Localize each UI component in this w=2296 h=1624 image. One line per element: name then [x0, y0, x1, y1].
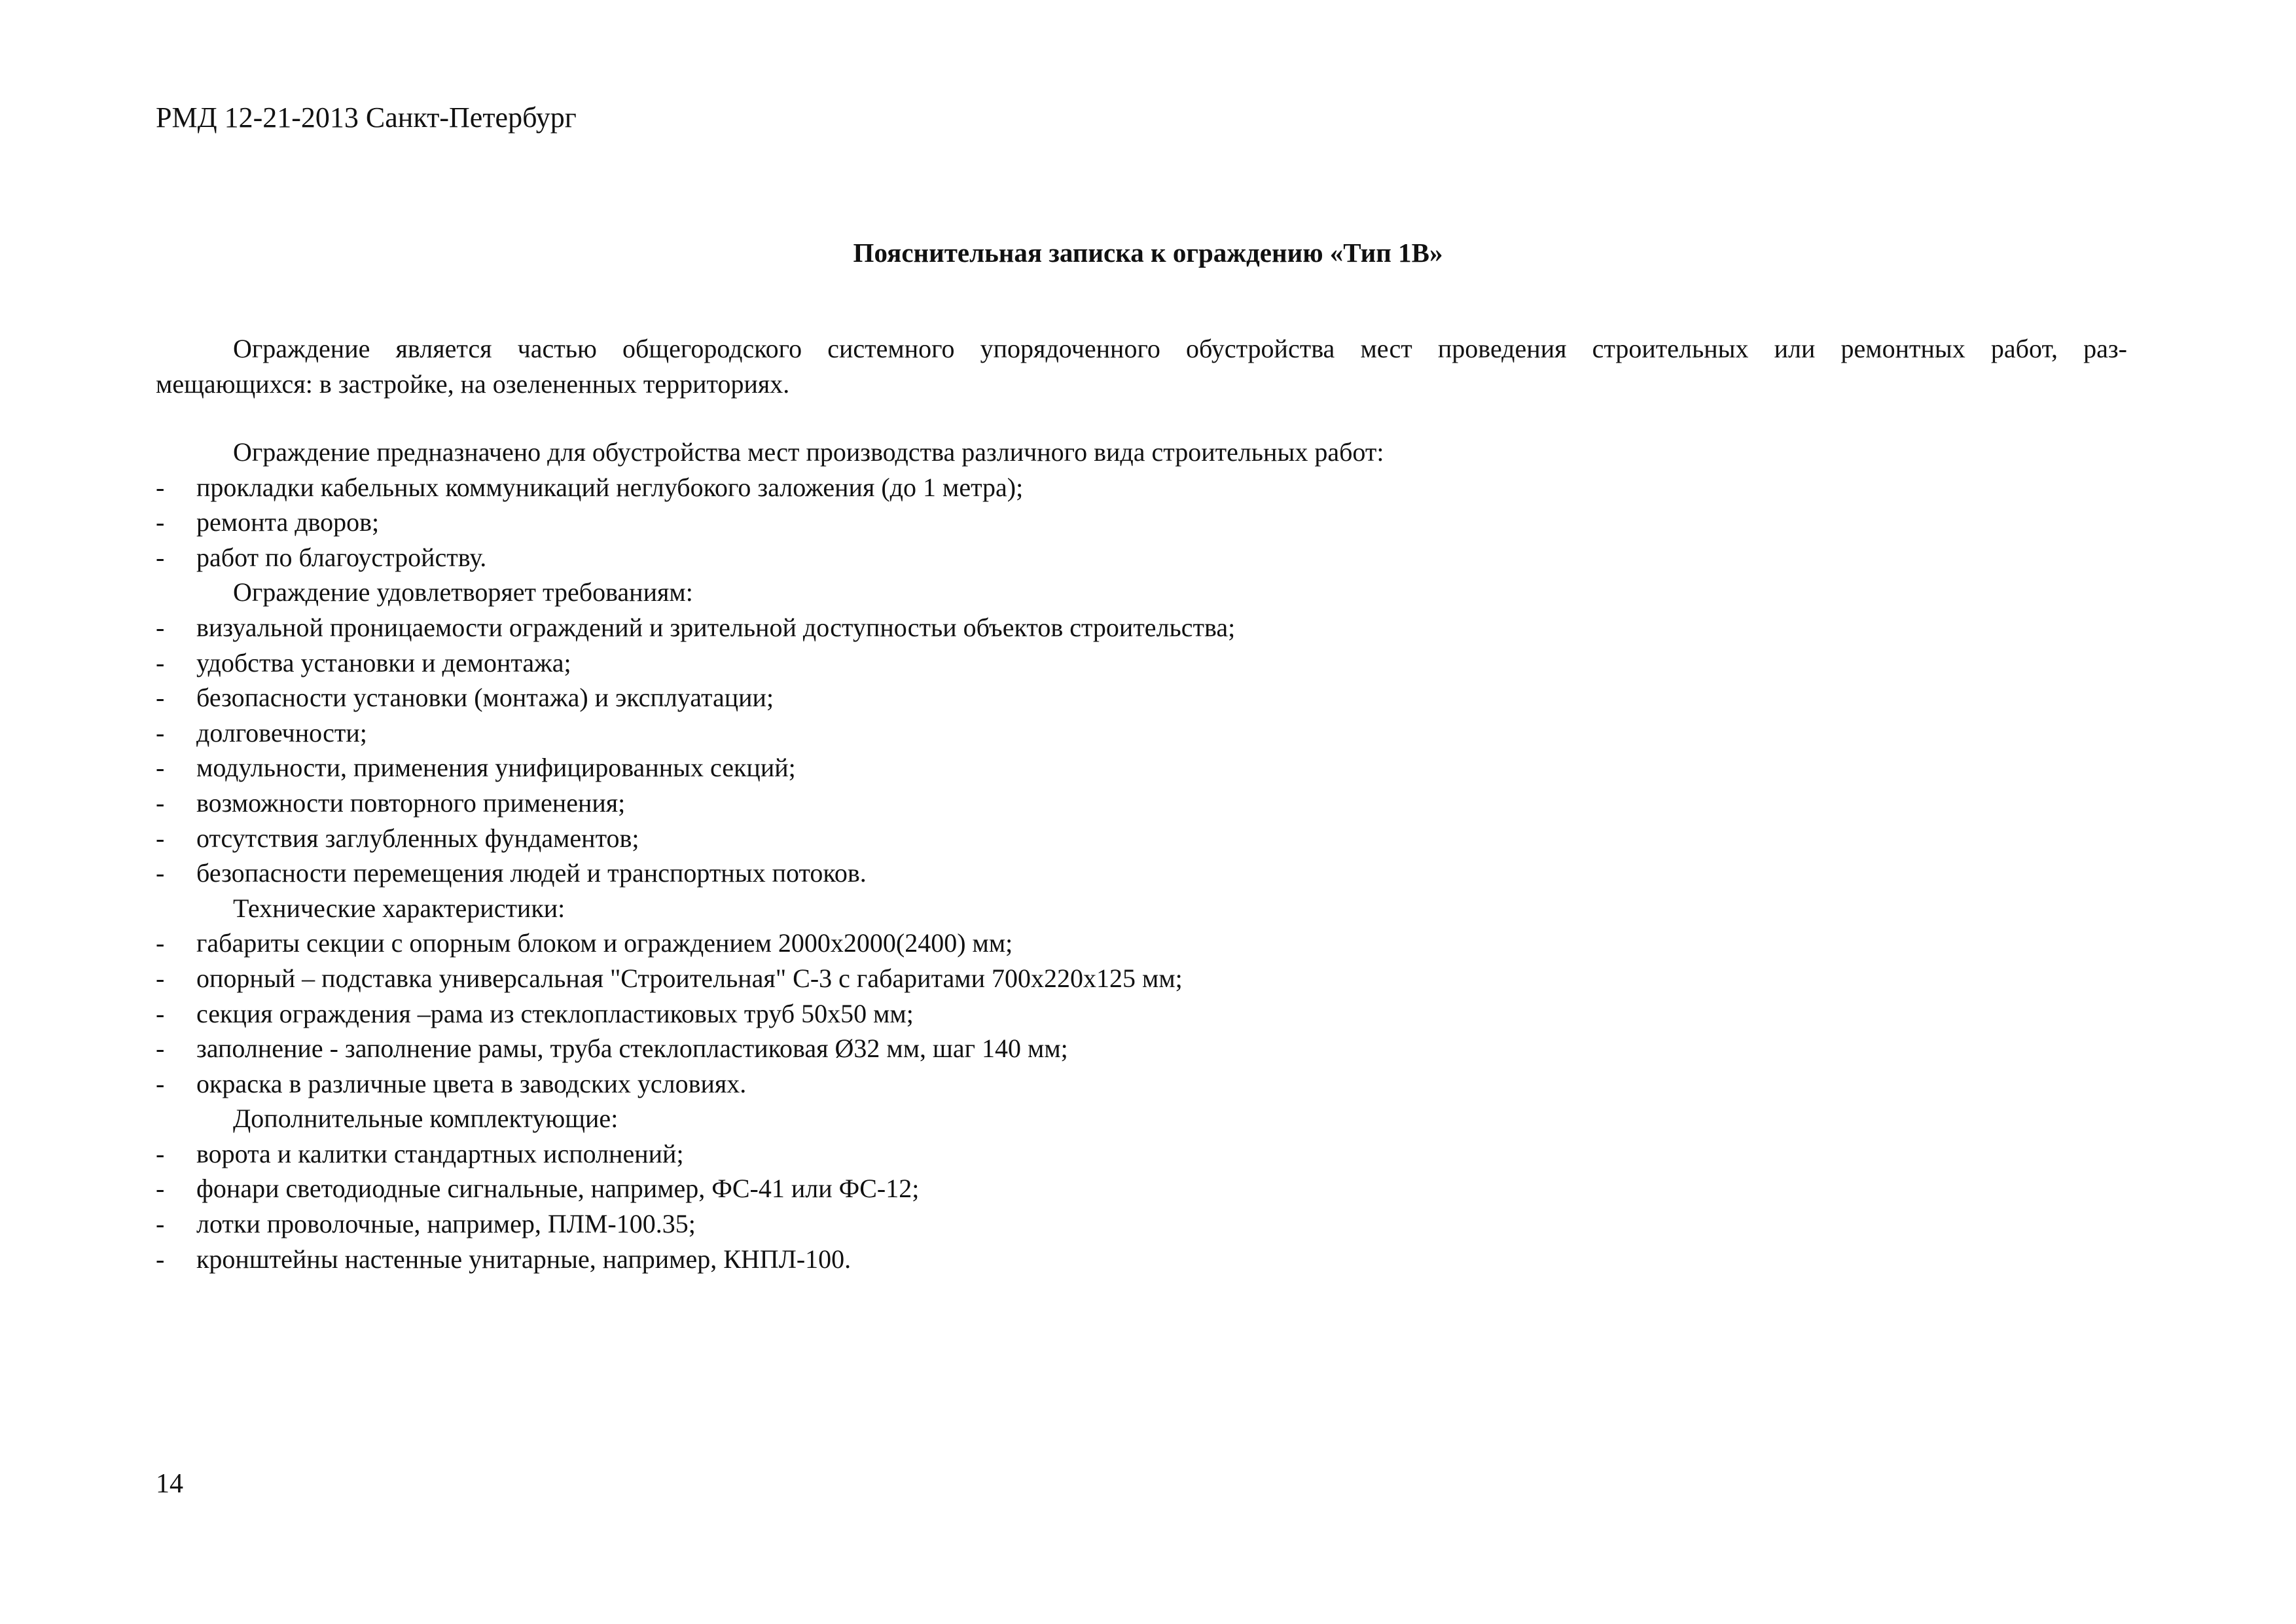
bullet-marker: - — [156, 1244, 165, 1274]
list-item-text: кронштейны настенные унитарные, например, КНПЛ-100. — [196, 1244, 852, 1274]
purpose-heading: Ограждение предназначено для обустройства мест производства различного вида строительных работ: — [233, 437, 1384, 467]
list-item — [156, 1171, 2127, 1206]
bullet-marker: - — [156, 1174, 165, 1204]
bullet-marker: - — [156, 787, 165, 818]
list-item-text: визуальной проницаемости ограждений и зрительной доступностьи объектов строительства; — [196, 612, 1236, 642]
list-item — [156, 610, 2127, 645]
list-item-text: ремонта дворов; — [196, 507, 380, 537]
main-content — [156, 435, 2127, 1276]
document-title: Пояснительная записка к ограждению «Тип 1В» — [853, 238, 1443, 268]
extras-heading: Дополнительные комплектующие: — [233, 1104, 619, 1134]
bullet-marker: - — [156, 823, 165, 853]
list-item-text: безопасности установки (монтажа) и эксплуатации; — [196, 683, 774, 713]
list-item — [156, 715, 2127, 751]
list-item — [156, 1136, 2127, 1172]
specs-heading: Технические характеристики: — [233, 893, 565, 923]
list-item — [156, 1242, 2127, 1277]
intro-paragraph — [156, 331, 2127, 402]
list-item — [156, 540, 2127, 575]
list-item — [156, 1066, 2127, 1102]
bullet-marker: - — [156, 472, 165, 502]
list-item — [156, 750, 2127, 785]
list-item — [156, 1031, 2127, 1066]
list-item — [156, 680, 2127, 715]
list-item — [156, 996, 2127, 1032]
list-item — [156, 821, 2127, 856]
bullet-marker: - — [156, 683, 165, 713]
bullet-marker: - — [156, 753, 165, 783]
list-item-text: прокладки кабельных коммуникаций неглубокого заложения (до 1 метра); — [196, 472, 1024, 502]
list-item-text: работ по благоустройству. — [196, 542, 487, 572]
document-header: РМД 12-21-2013 Санкт-Петербург — [156, 101, 577, 134]
list-item-text: опорный – подставка универсальная "Строительная" С-3 с габаритами 700х220х125 мм; — [196, 963, 1183, 993]
bullet-marker: - — [156, 998, 165, 1028]
bullet-marker: - — [156, 1034, 165, 1064]
list-item — [156, 961, 2127, 996]
list-item-text: модульности, применения унифицированных секций; — [196, 753, 796, 783]
bullet-marker: - — [156, 963, 165, 993]
bullet-marker: - — [156, 542, 165, 572]
list-item-text: отсутствия заглубленных фундаментов; — [196, 823, 639, 853]
bullet-marker: - — [156, 1068, 165, 1098]
list-item-text: долговечности; — [196, 717, 367, 748]
intro-line-2: мещающихся: в застройке, на озелененных территориях. — [156, 369, 790, 399]
list-item-text: окраска в различные цвета в заводских условиях. — [196, 1068, 747, 1098]
list-item — [156, 1206, 2127, 1242]
list-item-text: фонари светодиодные сигнальные, например, ФС-41 или ФС-12; — [196, 1174, 920, 1204]
list-item-text: возможности повторного применения; — [196, 787, 626, 818]
intro-line-1: Ограждение является частью общегородского системного упорядоченного обустройства мест проведения строительных или ремонтных работ, раз- — [233, 334, 2127, 363]
list-item — [156, 505, 2127, 540]
page-number: 14 — [156, 1469, 183, 1499]
list-item — [156, 470, 2127, 505]
list-item — [156, 856, 2127, 891]
list-item-text: лотки проволочные, например, ПЛМ-100.35; — [196, 1209, 696, 1239]
list-item — [156, 785, 2127, 821]
list-item — [156, 645, 2127, 681]
bullet-marker: - — [156, 717, 165, 748]
list-item-text: заполнение - заполнение рамы, труба стеклопластиковая Ø32 мм, шаг 140 мм; — [196, 1034, 1068, 1064]
requirements-heading: Ограждение удовлетворяет требованиям: — [233, 577, 693, 607]
bullet-marker: - — [156, 1138, 165, 1168]
bullet-marker: - — [156, 647, 165, 677]
bullet-marker: - — [156, 858, 165, 888]
list-item-text: безопасности перемещения людей и транспортных потоков. — [196, 858, 867, 888]
list-item-text: удобства установки и демонтажа; — [196, 647, 571, 677]
list-item-text: ворота и калитки стандартных исполнений; — [196, 1138, 684, 1168]
bullet-marker: - — [156, 1209, 165, 1239]
bullet-marker: - — [156, 507, 165, 537]
list-item-text: габариты секции с опорным блоком и ограждением 2000х2000(2400) мм; — [196, 928, 1013, 958]
bullet-marker: - — [156, 928, 165, 958]
list-item — [156, 926, 2127, 961]
bullet-marker: - — [156, 612, 165, 642]
list-item-text: секция ограждения –рама из стеклопластиковых труб 50х50 мм; — [196, 998, 914, 1028]
